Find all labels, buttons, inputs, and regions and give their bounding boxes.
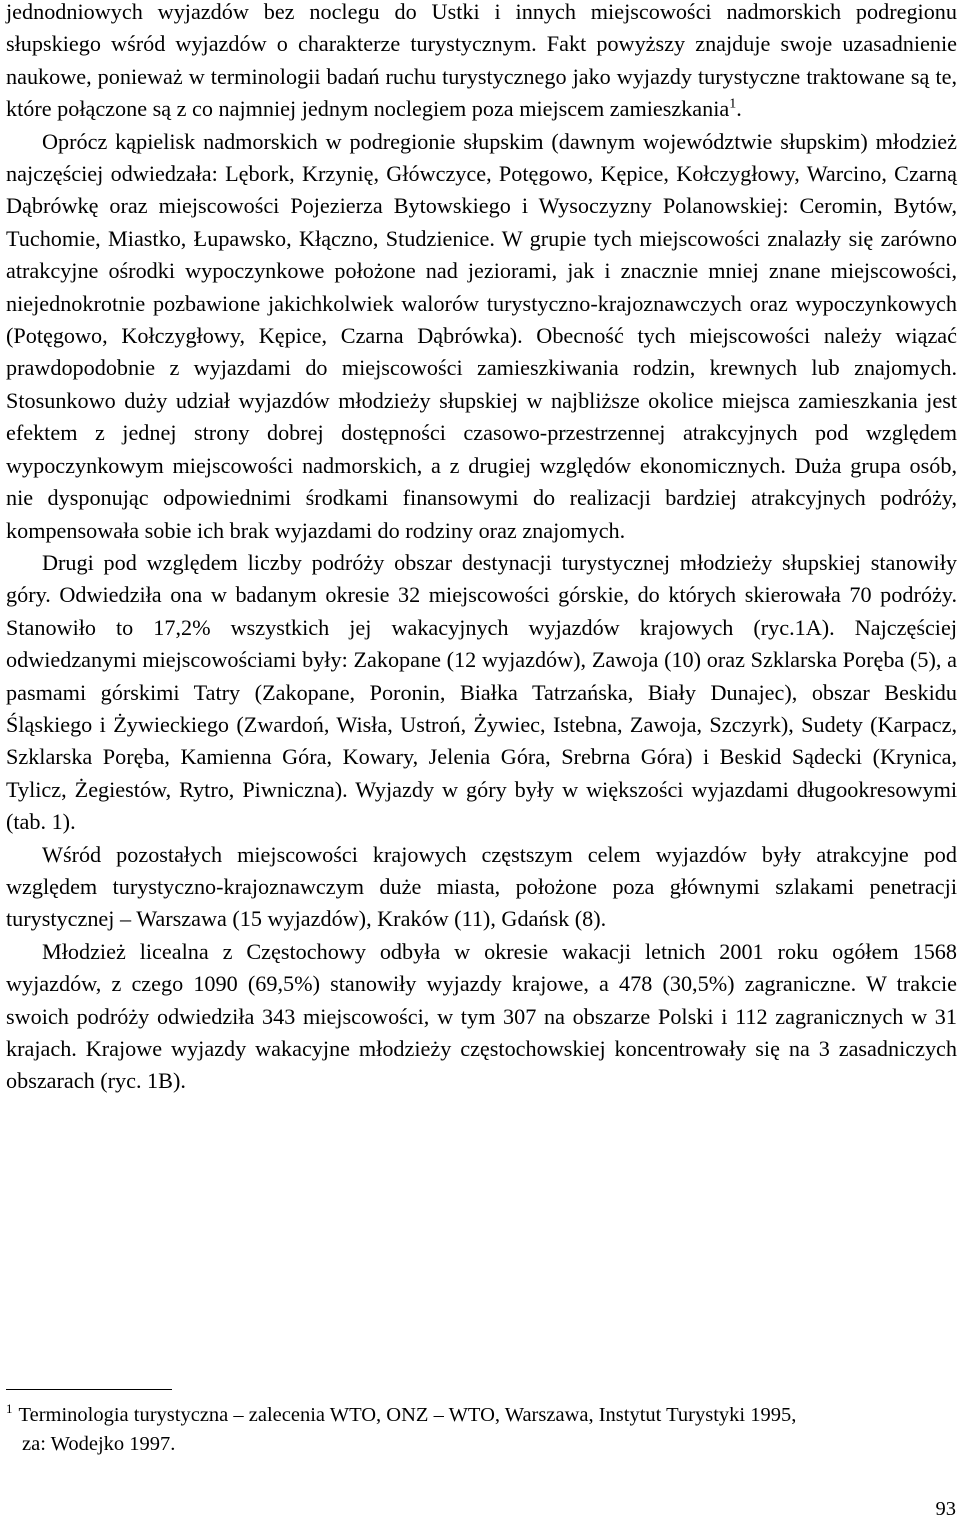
- paragraph-4-text: Wśród pozostałych miejscowości krajowych częstszym celem wyjazdów były atrakcyjne pod względem turystyczno-krajoznawczym duże miasta, położone poza głównymi szlakami penetracji turystycznej – Warszawa (15 wyjazdów), Kraków (11), Gdańsk (8).: [6, 841, 957, 932]
- paragraph-4: [6, 839, 957, 936]
- paragraph-2: [6, 126, 957, 547]
- paragraph-1-end: .: [736, 96, 742, 122]
- page-number: 93: [935, 1498, 956, 1520]
- paragraph-2-text: Oprócz kąpielisk nadmorskich w podregionie słupskim (dawnym województwie słupskim) młodzież najczęściej odwiedzała: Lębork, Krzynię, Główczyce, Potęgowo, Kępice, Kołczygłowy, Warcino, Czarną Dąbrówkę oraz miejscowości Pojezierza Bytowskiego i Wysoczyzny Polanowskiej: Ceromin, Bytów, Tuchomie, Miastko, Łupawsko, Kłączno, Studzienice. W grupie tych miejscowości znalazły się zarówno atrakcyjne ośrodki wypoczynkowe położone nad jeziorami, jak i znacznie mniej znane miejscowości, niejednokrotnie pozbawione jakichkolwiek walorów turystyczno-krajoznawczych oraz wypoczynkowych (Potęgowo, Kołczygłowy, Kępice, Czarna Dąbrówka). Obecność tych miejscowości należy wiązać prawdopodobnie z wyjazdami do miejscowości zamieszkiwania rodzin, krewnych lub znajomych. Stosunkowo duży udział wyjazdów młodzieży słupskiej w najbliższe okolice miejsca zamieszkania jest efektem z jednej strony dobrej dostępności czasowo-przestrzennej atrakcyjnych pod względem wypoczynkowym miejscowości nadmorskich, a z drugiej względów ekonomicznych. Duża grupa osób, nie dysponując odpowiednimi środkami finansowymi do realizacji bardziej atrakcyjnych podróży, kompensowała sobie ich brak wyjazdami do rodziny oraz znajomych.: [6, 128, 957, 543]
- paragraph-5-text: Młodzież licealna z Częstochowy odbyła w okresie wakacji letnich 2001 roku ogółem 1568 wyjazdów, z czego 1090 (69,5%) stanowiły wyjazdy krajowe, a 478 (30,5%) zagraniczne. W trakcie swoich podróży odwiedziła 343 miejscowości, w tym 307 na obszarze Polski i 112 zagranicznych w 31 krajach. Krajowe wyjazdy wakacyjne młodzieży częstochowskiej koncentrowały się na 3 zasadniczych obszarach (ryc. 1B).: [6, 938, 957, 1094]
- paragraph-3: [6, 547, 957, 839]
- footnote: [6, 1401, 957, 1459]
- paragraph-1: [6, 0, 957, 126]
- footnote-continuation: za: Wodejko 1997.: [22, 1433, 176, 1455]
- paragraph-5: [6, 936, 957, 1098]
- footnote-reference: 1: [729, 96, 737, 112]
- footnote-divider: [6, 1389, 172, 1390]
- page-body: [6, 0, 957, 1098]
- footnote-line-1: [6, 1401, 957, 1430]
- paragraph-3-text: Drugi pod względem liczby podróży obszar destynacji turystycznej młodzieży słupskiej stanowiły góry. Odwiedziła ona w badanym okresie 32 miejscowości górskie, do których skierowała 70 podróży. Stanowiło to 17,2% wszystkich jej wakacyjnych wyjazdów krajowych (ryc.1A). Najczęściej odwiedzanymi miejscowościami były: Zakopane (12 wyjazdów), Zawoja (10) oraz Szklarska Poręba (5), a pasmami górskimi Tatry (Zakopane, Poronin, Białka Tatrzańska, Biały Dunajec), obszar Beskidu Śląskiego i Żywieckiego (Zwardoń, Wisła, Ustroń, Żywiec, Istebna, Zawoja, Szczyrk), Sudety (Karpacz, Szklarska Poręba, Kamienna Góra, Kowary, Jelenia Góra, Srebrna Góra) i Beskid Sądecki (Krynica, Tylicz, Żegiestów, Rytro, Piwniczna). Wyjazdy w góry były w większości wyjazdami długookresowymi (tab. 1).: [6, 549, 957, 835]
- footnote-text: Terminologia turystyczna – zalecenia WTO, ONZ – WTO, Warszawa, Instytut Turystyki 1995,: [18, 1404, 797, 1426]
- footnote-mark: 1: [6, 1401, 13, 1417]
- paragraph-1-text: jednodniowych wyjazdów bez noclegu do Ustki i innych miejscowości nadmorskich podregionu słupskiego wśród wyjazdów o charakterze turystycznym. Fakt powyższy znajduje swoje uzasadnienie naukowe, ponieważ w terminologii badań ruchu turystycznego jako wyjazdy turystyczne traktowane są te, które połączone są z co najmniej jednym noclegiem poza miejscem zamieszkania: [6, 0, 957, 122]
